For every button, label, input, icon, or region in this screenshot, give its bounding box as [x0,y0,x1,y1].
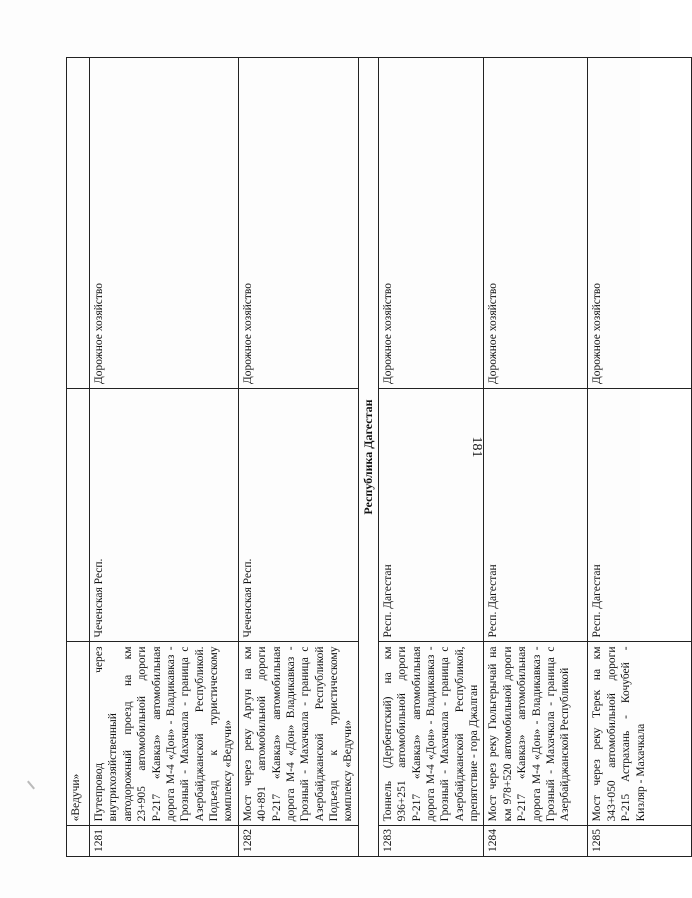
table-row [90,58,239,857]
owner-cell: Дорожное хозяйство [588,58,692,389]
owner-cell: Дорожное хозяйство [238,58,358,389]
rotated-table-sheet [66,57,647,857]
location-cell [67,389,90,642]
region-header-row [358,58,378,857]
location-cell: Респ. Дагестан [484,389,588,642]
table-row [484,58,588,857]
location-cell: Респ. Дагестан [588,389,692,642]
object-name-cell: Мост через реку Терек на км 343+050 автомобильной дороги Р-215 Астрахань - Кочубей - Кизляр - Махачкала [588,642,692,826]
object-name-cell: «Ведучи» [67,642,90,826]
table-row [238,58,358,857]
location-cell: Чеченская Респ. [238,389,358,642]
row-number-cell: 1283 [378,826,484,857]
owner-cell: Дорожное хозяйство [90,58,239,389]
row-number-cell: 1285 [588,826,692,857]
row-number-cell: 1284 [484,826,588,857]
object-name-cell: Тоннель (Дербентский) на км 936+251 автомобильной дороги Р-217 «Кавказ» автомобильная дорога М-4 «Дон» - Владикавказ - Грозный - Махачкала - граница с Азербайджанской Республикой, препятствие - гора Джалган [378,642,484,826]
object-name-cell: Мост через реку Гюльгерычай на км 978+520 автомобильной дороги Р-217 «Кавказ» автомобильная дорога М-4 «Дон» - Владикавказ - Грозный - Махачкала - граница с Азербайджанской Республикой [484,642,588,826]
table-row [588,58,692,857]
registry-table [66,57,692,857]
region-header: Республика Дагестан [358,58,378,857]
object-name-cell: Путепровод через внутрихозяйственный автодорожный проезд на км 23+905 автомобильной дороги Р-217 «Кавказ» автомобильная дорога М-4 «Дон» - Владикавказ - Грозный - Махачкала - граница с Азербайджанской Республикой. Подъезд к туристическому комплексу «Ведучи» [90,642,239,826]
owner-cell: Дорожное хозяйство [484,58,588,389]
owner-cell: Дорожное хозяйство [378,58,484,389]
owner-cell [67,58,90,389]
row-number-cell: 1282 [238,826,358,857]
continued-row [67,58,90,857]
row-number-cell [67,826,90,857]
object-name-cell: Мост через реку Аргун на км 40+891 автомобильной дороги Р-217 «Кавказ» автомобильная дорога М-4 «Дон» Владикавказ - Грозный - Махачкала - граница с Азербайджанской Республикой Подъезд к туристическому комплексу «Ведучи» [238,642,358,826]
location-cell: Чеченская Респ. [90,389,239,642]
table-row [378,58,484,857]
scan-artifact [27,781,35,790]
location-cell: Респ. Дагестан [378,389,484,642]
row-number-cell: 1281 [90,826,239,857]
page-number: 181 [469,436,484,458]
